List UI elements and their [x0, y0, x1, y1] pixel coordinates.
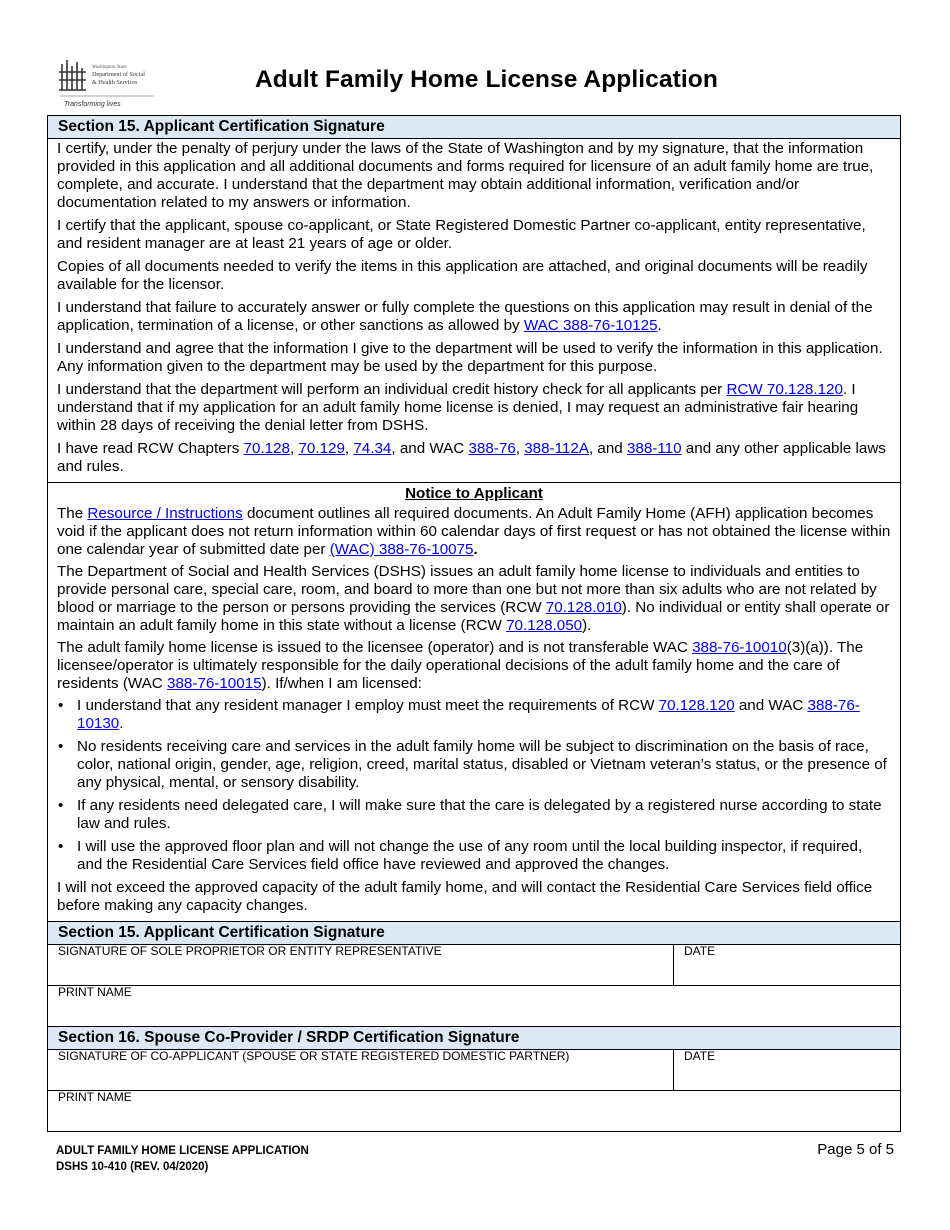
- cert-paragraph-4: I understand that failure to accurately answer or fully complete the questions on this application may result in denial of the application, termination of a license, or other sanctions as allowed by WAC 388-76-10125.: [57, 299, 873, 334]
- wac-388-112a-link[interactable]: 388-112A: [524, 440, 589, 457]
- notice-paragraph-3: The adult family home license is issued to the licensee (operator) and is not transferable WAC 388-76-10010(3)(a)). The licensee/operator is ultimately responsible for the daily operational decisions of the adult family home and the care of residents (WAC 388-76-10015). If/when I am licensed:: [57, 639, 864, 692]
- certification-text: [48, 139, 900, 482]
- cert-paragraph-7: I have read RCW Chapters 70.128, 70.129, 74.34, and WAC 388-76, 388-112A, and 388-110 and any other applicable laws and rules.: [57, 440, 886, 475]
- cert-paragraph-5: I understand and agree that the information I give to the department will be used to verify the information in this application. Any information given to the department may be used by the department for this purpose.: [57, 340, 883, 375]
- wac-388-76-10125-link[interactable]: WAC 388-76-10125: [523, 317, 658, 334]
- wac-388-110-link[interactable]: 388-110: [626, 440, 682, 457]
- wac-388-76-10010-link[interactable]: 388-76-10010: [692, 639, 787, 656]
- cert-paragraph-2: I certify that the applicant, spouse co-applicant, or State Registered Domestic Partner co-applicant, entity representative, and resident manager are at least 21 years of age or older.: [57, 217, 866, 252]
- footer-form-name: ADULT FAMILY HOME LICENSE APPLICATION: [56, 1145, 309, 1157]
- logo-tagline: Transforming lives: [64, 101, 121, 108]
- wac-388-76-10075-link[interactable]: (WAC) 388-76-10075: [329, 541, 474, 558]
- notice-closing: I will not exceed the approved capacity of the adult family home, and will contact the Residential Care Services field office before making any capacity changes.: [57, 879, 873, 914]
- signature-label: SIGNATURE OF CO-APPLICANT (SPOUSE OR STATE REGISTERED DOMESTIC PARTNER): [58, 1049, 570, 1063]
- section-16-heading: Section 16. Spouse Co-Provider / SRDP Certification Signature: [48, 1027, 900, 1050]
- list-item: • I will use the approved floor plan and will not change the use of any room until the local building inspector, if required, and the Residential Care Services field office have reviewed and approved the changes.: [57, 838, 891, 874]
- notice-paragraph-2: The Department of Social and Health Services (DSHS) issues an adult family home license to individuals and entities to provide personal care, special care, room, and board to more than one but not more than six adults who are not related by blood or marriage to the person or persons providing the services (RCW 70.128.010). No individual or entity shall operate or maintain an adult family home in this state without a license (RCW 70.128.050).: [57, 563, 890, 634]
- date-label: DATE: [684, 1049, 716, 1063]
- applicant-print-name-row: [48, 986, 900, 1027]
- list-item: • No residents receiving care and services in the adult family home will be subject to discrimination on the basis of race, color, national origin, gender, age, religion, creed, marital status, disabled or Vietnam veteran’s status, or the presence of any physical, mental, or sensory disability.: [57, 738, 891, 792]
- wac-388-76-10015-link[interactable]: 388-76-10015: [167, 675, 262, 692]
- signature-label: SIGNATURE OF SOLE PROPRIETOR OR ENTITY REPRESENTATIVE: [58, 944, 442, 958]
- date-label: DATE: [684, 944, 716, 958]
- dshs-logo-icon: [56, 58, 156, 112]
- print-name-label: PRINT NAME: [58, 1090, 132, 1104]
- co-applicant-date-field[interactable]: [673, 1050, 900, 1090]
- rcw-70-128-120-link-2[interactable]: 70.128.120: [658, 697, 735, 714]
- logo-line-1: Washington State: [92, 65, 127, 70]
- co-applicant-print-name-row: [48, 1091, 900, 1131]
- print-name-label: PRINT NAME: [58, 985, 132, 999]
- list-item: • I understand that any resident manager I employ must meet the requirements of RCW 70.128.120 and WAC 388-76-10130.: [57, 697, 891, 733]
- page-number: Page 5 of 5: [817, 1141, 894, 1158]
- list-item: • If any residents need delegated care, I will make sure that the care is delegated by a registered nurse according to state law and rules.: [57, 797, 891, 833]
- application-form: [47, 115, 901, 1132]
- co-applicant-signature-field[interactable]: [48, 1050, 673, 1090]
- section-16-signature: [48, 1027, 900, 1131]
- footer-form-info: [56, 1143, 309, 1175]
- co-applicant-print-name-field[interactable]: [48, 1091, 900, 1131]
- rcw-70-128-050-link[interactable]: 70.128.050: [506, 617, 583, 634]
- licensee-obligations-list: [57, 697, 891, 874]
- notice-title: Notice to Applicant: [405, 485, 543, 502]
- cert-paragraph-6: I understand that the department will perform an individual credit history check for all applicants per RCW 70.128.120. I understand that if my application for an adult family home license is denied, I may request an administrative fair hearing within 28 days of receiving the denial letter from DSHS.: [57, 381, 859, 434]
- section-15-heading: Section 15. Applicant Certification Signature: [48, 116, 900, 139]
- rcw-70-128-link[interactable]: 70.128: [243, 440, 290, 457]
- wac-388-76-link[interactable]: 388-76: [468, 440, 516, 457]
- applicant-signature-row: [48, 945, 900, 986]
- applicant-date-field[interactable]: [673, 945, 900, 985]
- rcw-70-129-link[interactable]: 70.129: [298, 440, 345, 457]
- section-15-signature-heading: Section 15. Applicant Certification Signature: [48, 922, 900, 945]
- footer-form-number: DSHS 10-410 (REV. 04/2020): [56, 1161, 209, 1173]
- section-15-signature: [48, 921, 900, 1027]
- wac-388-76-10130-link[interactable]: 388-76-10130: [77, 697, 860, 732]
- applicant-print-name-field[interactable]: [48, 986, 900, 1026]
- notice-paragraph-1: The Resource / Instructions document outlines all required documents. An Adult Family Home (AFH) application becomes void if the applicant does not return information within 60 calendar days of first request or has not obtained the license within one calendar year of submitted date per (WAC) 388-76-10075.: [57, 505, 891, 558]
- rcw-70-128-010-link[interactable]: 70.128.010: [545, 599, 622, 616]
- logo-line-3: & Health Services: [92, 79, 138, 86]
- co-applicant-signature-row: [48, 1050, 900, 1091]
- cert-paragraph-1: I certify, under the penalty of perjury under the laws of the State of Washington and by my signature, that the information provided in this application and all additional documents and forms required for licensure of an adult family home are true, complete, and accurate. I understand that the department may obtain additional information, verification and/or documentation related to my answers or information.: [57, 140, 874, 211]
- cert-paragraph-3: Copies of all documents needed to verify the items in this application are attached, and original documents will be readily available for the licensor.: [57, 258, 868, 293]
- rcw-70-128-120-link[interactable]: RCW 70.128.120: [726, 381, 843, 398]
- logo-line-2: Department of Social: [92, 71, 145, 78]
- dshs-logo: [56, 58, 156, 112]
- applicant-signature-field[interactable]: [48, 945, 673, 985]
- resource-instructions-link[interactable]: Resource / Instructions: [87, 505, 243, 522]
- document-title: Adult Family Home License Application: [255, 66, 718, 93]
- notice-to-applicant: [48, 482, 900, 921]
- rcw-74-34-link[interactable]: 74.34: [353, 440, 392, 457]
